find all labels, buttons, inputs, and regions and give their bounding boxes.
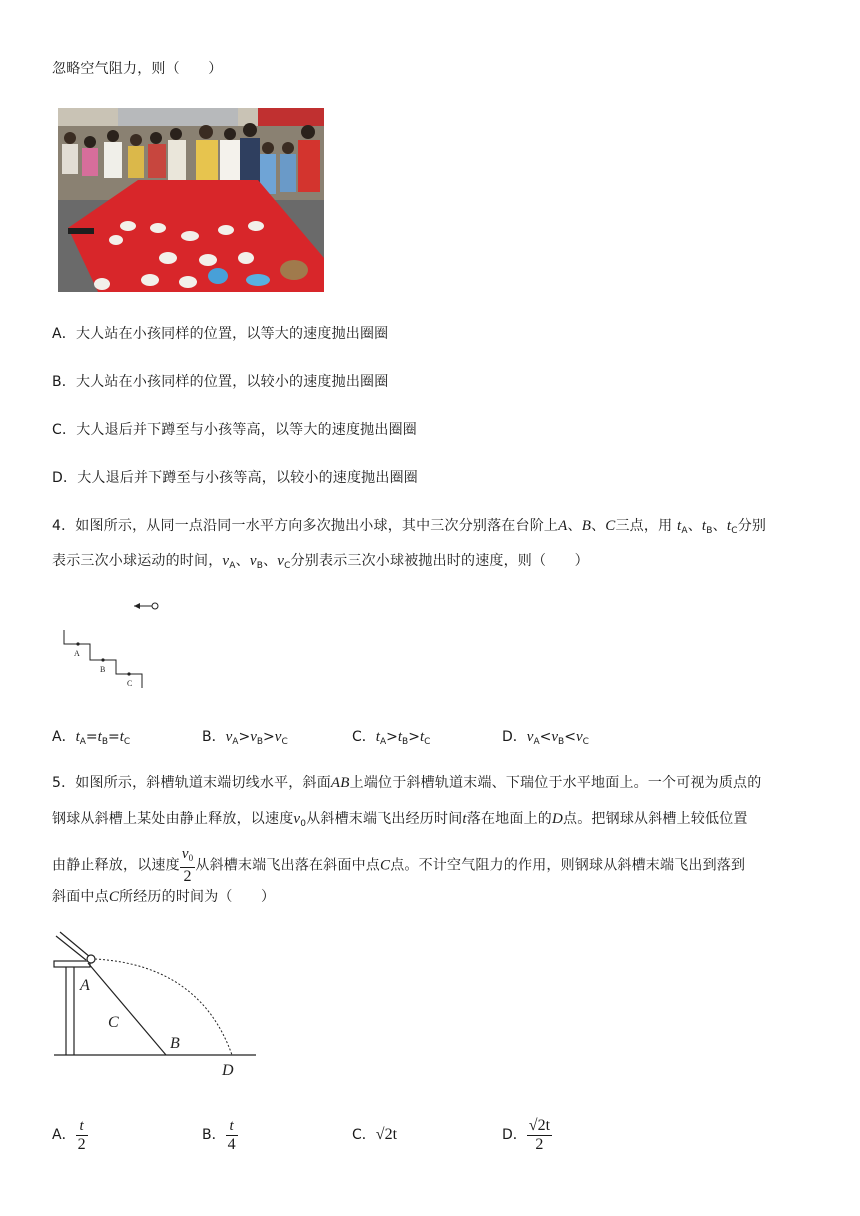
- ring-toss-photo: [58, 108, 324, 292]
- point-a-label: A: [80, 977, 90, 994]
- option-text: 大人退后并下蹲至与小孩等高，以等大的速度抛出圈圈: [76, 422, 417, 438]
- point-c-label: C: [108, 1014, 119, 1031]
- option-text: 大人退后并下蹲至与小孩等高，以较小的速度抛出圈圈: [77, 470, 418, 486]
- q3-stem-tail: 忽略空气阻力，则（ ）: [52, 61, 223, 77]
- q5-option-c[interactable]: C．√2t: [352, 1126, 398, 1143]
- point-b-label: B: [170, 1035, 180, 1052]
- q5-option-b[interactable]: B． $\frac{t}{4}$: [202, 1117, 236, 1153]
- q5-incline-figure: [50, 930, 270, 1080]
- q4-stem-line-2: 表示三次小球运动的时间，$v_A$、$v_B$、$v_C$分别表示三次小球被抛出时的速度，则（ ）: [52, 553, 589, 571]
- q4-stairs-figure: [58, 598, 168, 694]
- stair-label-c: C: [127, 679, 133, 688]
- option-letter: C．: [52, 422, 77, 438]
- q4-option-a[interactable]: A．$t_A=t_B=t_C$: [52, 729, 131, 747]
- q5-stem-line-2: 钢球从斜槽上某处由静止释放，以速度$v_0$从斜槽末端飞出经历时间t落在地面上的D点。把钢球从斜槽上较低位置: [52, 811, 748, 829]
- q5-stem-line-1: 5．如图所示，斜槽轨道末端切线水平，斜面AB上端位于斜槽轨道末端、下瑞位于水平地面上。一个可视为质点的: [52, 775, 762, 791]
- option-text: 大人站在小孩同样的位置，以等大的速度抛出圈圈: [75, 326, 389, 342]
- q4-option-c[interactable]: C．$t_A>t_B>t_C$: [352, 729, 431, 747]
- q4-option-b[interactable]: B．$v_A>v_B>v_C$: [202, 729, 288, 747]
- q3-option-c[interactable]: [52, 420, 417, 440]
- fraction-v0-over-2: $\frac{v_0}{2}$: [181, 846, 194, 885]
- q4-option-d[interactable]: D．$v_A<v_B<v_C$: [502, 729, 589, 747]
- q3-option-b[interactable]: [52, 372, 388, 392]
- q3-option-d[interactable]: [52, 468, 418, 488]
- q5-stem-line-4: 斜面中点C所经历的时间为（ ）: [52, 889, 276, 905]
- q5-option-d[interactable]: D． $\frac{√2t}{2}$: [502, 1116, 551, 1153]
- q4-stem-line-1: 4．如图所示，从同一点沿同一水平方向多次抛出小球，其中三次分别落在台阶上A、B、C三点，用 $t_A$、$t_B$、$t_C$分别: [52, 518, 767, 536]
- stair-label-a: A: [74, 649, 80, 658]
- option-letter: B．: [52, 374, 77, 390]
- stair-label-b: B: [100, 665, 106, 674]
- option-letter: D．: [52, 470, 78, 486]
- option-text: 大人站在小孩同样的位置，以较小的速度抛出圈圈: [76, 374, 389, 390]
- point-d-label: D: [222, 1062, 234, 1079]
- option-letter: A．: [52, 326, 76, 342]
- q3-option-a[interactable]: [52, 324, 388, 344]
- q5-stem-line-3: 由静止释放，以速度 $\frac{v_0}{2}$ 从斜槽末端飞出落在斜面中点C点。不计空气阻力的作用，则钢球从斜槽末端飞出到落到: [52, 846, 746, 885]
- q5-option-a[interactable]: A． $\frac{t}{2}$: [52, 1117, 86, 1153]
